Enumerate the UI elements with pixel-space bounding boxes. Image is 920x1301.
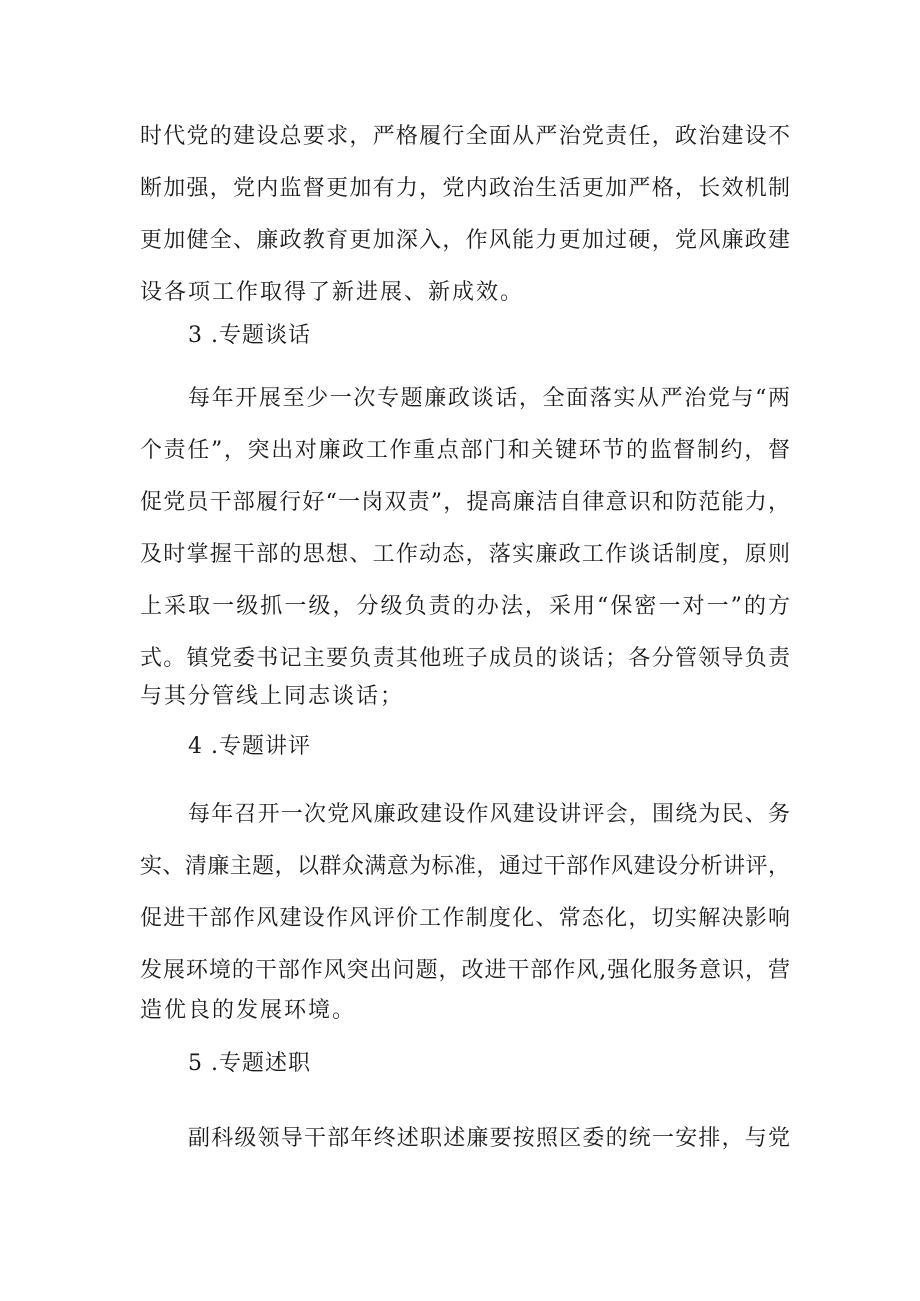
paragraph-line: 副科级领导干部年终述职述廉要按照区委的统一安排，与党 <box>188 1126 790 1151</box>
paragraph-line: 及时掌握干部的思想、工作动态，落实廉政工作谈话制度，原则 <box>140 542 790 567</box>
paragraph-line: 每年开展至少一次专题廉政谈话，全面落实从严治党与“两 <box>188 386 790 411</box>
paragraph-line: 个责任”，突出对廉政工作重点部门和关键环节的监督制约，督 <box>140 438 790 463</box>
paragraph-line: 造优良的发展环境。 <box>140 998 357 1023</box>
section-heading-4: 4 .专题讲评 <box>188 734 311 759</box>
paragraph-line: 促进干部作风建设作风评价工作制度化、常态化，切实解决影响 <box>140 906 790 931</box>
paragraph-line: 发展环境的干部作风突出问题，改进干部作风,强化服务意识，营 <box>140 958 790 983</box>
paragraph-line: 每年召开一次党风廉政建设作风建设讲评会，围绕为民、务 <box>188 802 790 827</box>
paragraph-line: 与其分管线上同志谈话； <box>140 684 405 709</box>
paragraph-line: 更加健全、廉政教育更加深入，作风能力更加过硬，党风廉政建 <box>140 228 790 253</box>
paragraph-line: 上采取一级抓一级，分级负责的办法，采用“保密一对一”的方 <box>140 594 790 619</box>
paragraph-line: 设各项工作取得了新进展、新成效。 <box>140 280 525 305</box>
section-heading-5: 5 .专题述职 <box>188 1051 311 1076</box>
paragraph-line: 断加强，党内监督更加有力，党内政治生活更加严格，长效机制 <box>140 176 790 201</box>
paragraph-line: 实、清廉主题，以群众满意为标准，通过干部作风建设分析讲评， <box>140 854 790 879</box>
paragraph-line: 促党员干部履行好“一岗双责”，提高廉洁自律意识和防范能力， <box>140 490 790 515</box>
paragraph-line: 式。镇党委书记主要负责其他班子成员的谈话；各分管领导负责 <box>140 646 790 671</box>
section-heading-3: 3 .专题谈话 <box>188 323 311 348</box>
paragraph-line: 时代党的建设总要求，严格履行全面从严治党责任，政治建设不 <box>140 124 790 149</box>
